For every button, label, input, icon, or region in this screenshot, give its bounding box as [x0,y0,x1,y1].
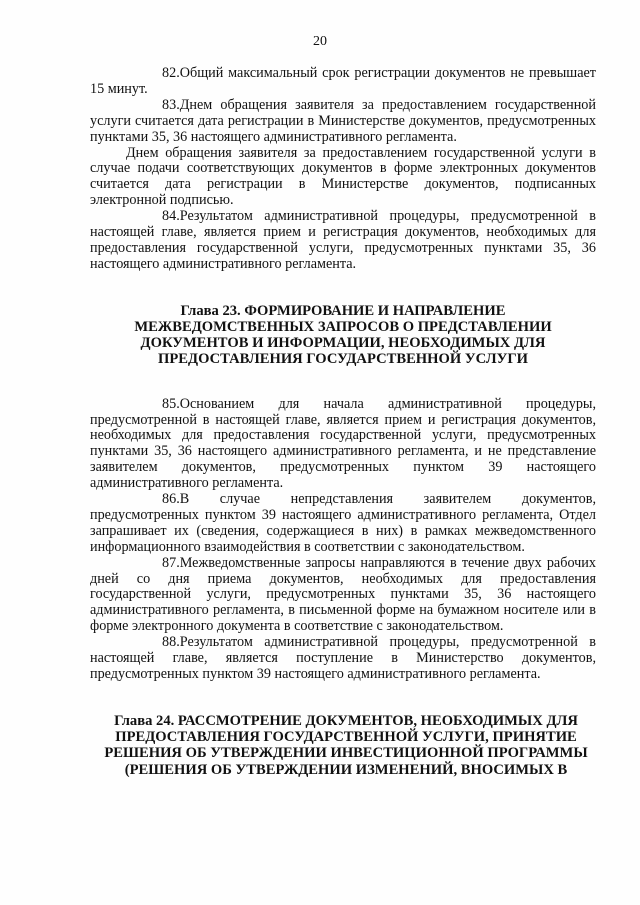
item-text: Днем обращения заявителя за предоставлением государственной услуги в случае подачи соответствующих документов в форме электронных документов считается дата регистрации в Министерстве документов, подписанных электронной подписью. [90,144,596,209]
item-number: 84. [162,208,180,225]
chapter-24-heading: Глава 24. РАССМОТРЕНИЕ ДОКУМЕНТОВ, НЕОБХОДИМЫХ ДЛЯ ПРЕДОСТАВЛЕНИЯ ГОСУДАРСТВЕННОЙ УСЛУГИ, ПРИНЯТИЕ РЕШЕНИЯ ОБ УТВЕРЖДЕНИИ ИНВЕСТИЦИОННОЙ ПРОГРАММЫ (РЕШЕНИЯ ОБ УТВЕРЖДЕНИИ ИЗМЕНЕНИЙ, ВНОСИМЫХ В [104,712,588,778]
paragraph-83-cont [90,146,596,210]
item-text: Основанием для начала административной процедуры, предусмотренной в настоящей главе, является прием и регистрация документов, необходимых для предоставления государственной услуги, предусмотренных пунктами 35, 36 настоящего административного регламента, и не представление заявителем документов, предусмотренных пунктом 39 настоящего административного регламента. [90,395,596,492]
item-number: 86. [162,491,180,508]
chapter-23-heading: Глава 23. ФОРМИРОВАНИЕ И НАПРАВЛЕНИЕ МЕЖВЕДОМСТВЕННЫХ ЗАПРОСОВ О ПРЕДСТАВЛЕНИИ ДОКУМЕНТОВ И ИНФОРМАЦИИ, НЕОБХОДИМЫХ ДЛЯ ПРЕДОСТАВЛЕНИЯ ГОСУДАРСТВЕННОЙ УСЛУГИ [134,302,552,368]
item-text: Общий максимальный срок регистрации документов не превышает 15 минут. [90,65,596,97]
document-body [90,66,596,778]
paragraph-84 [90,209,596,273]
item-number: 83. [162,96,180,113]
item-text: Результатом административной процедуры, предусмотренной в настоящей главе, является поступление в Министерство документов, предусмотренных пунктом 39 настоящего административного регламента. [90,634,596,682]
page-number: 20 [313,34,327,49]
item-number: 82. [162,65,180,81]
paragraph-87 [90,556,596,636]
paragraph-88 [90,635,596,683]
item-number: 85. [162,395,180,412]
item-text: Межведомственные запросы направляются в течение двух рабочих дней со дня приема документов, необходимых для предоставления государственной услуги, предусмотренных пунктами 35, 36 настоящего административного регламента, в письменной форме на бумажном носителе или в форме электронного документа в соответствие с законодательством. [90,554,596,635]
item-number: 87. [162,554,180,571]
paragraph-83 [90,98,596,146]
item-text: Результатом административной процедуры, предусмотренной в настоящей главе, является прием и регистрация документов, необходимых для предоставления государственной услуги, предусмотренных пунктами 35, 36 настоящего административного регламента. [90,208,596,272]
paragraph-86 [90,492,596,556]
item-text: Днем обращения заявителя за предоставлением государственной услуги считается дата регистрации в Министерстве документов, предусмотренных пунктами 35, 36 настоящего административного регламента. [90,96,596,145]
paragraph-85 [90,397,596,492]
item-text: В случае непредставления заявителем документов, предусмотренных пунктом 39 настоящего административного регламента, Отдел запрашивает их (сведения, содержащиеся в них) в рамках межведомственного информационного взаимодействия в соответствии с законодательством. [90,491,596,555]
paragraph-82 [90,66,596,98]
item-number: 88. [162,634,180,651]
